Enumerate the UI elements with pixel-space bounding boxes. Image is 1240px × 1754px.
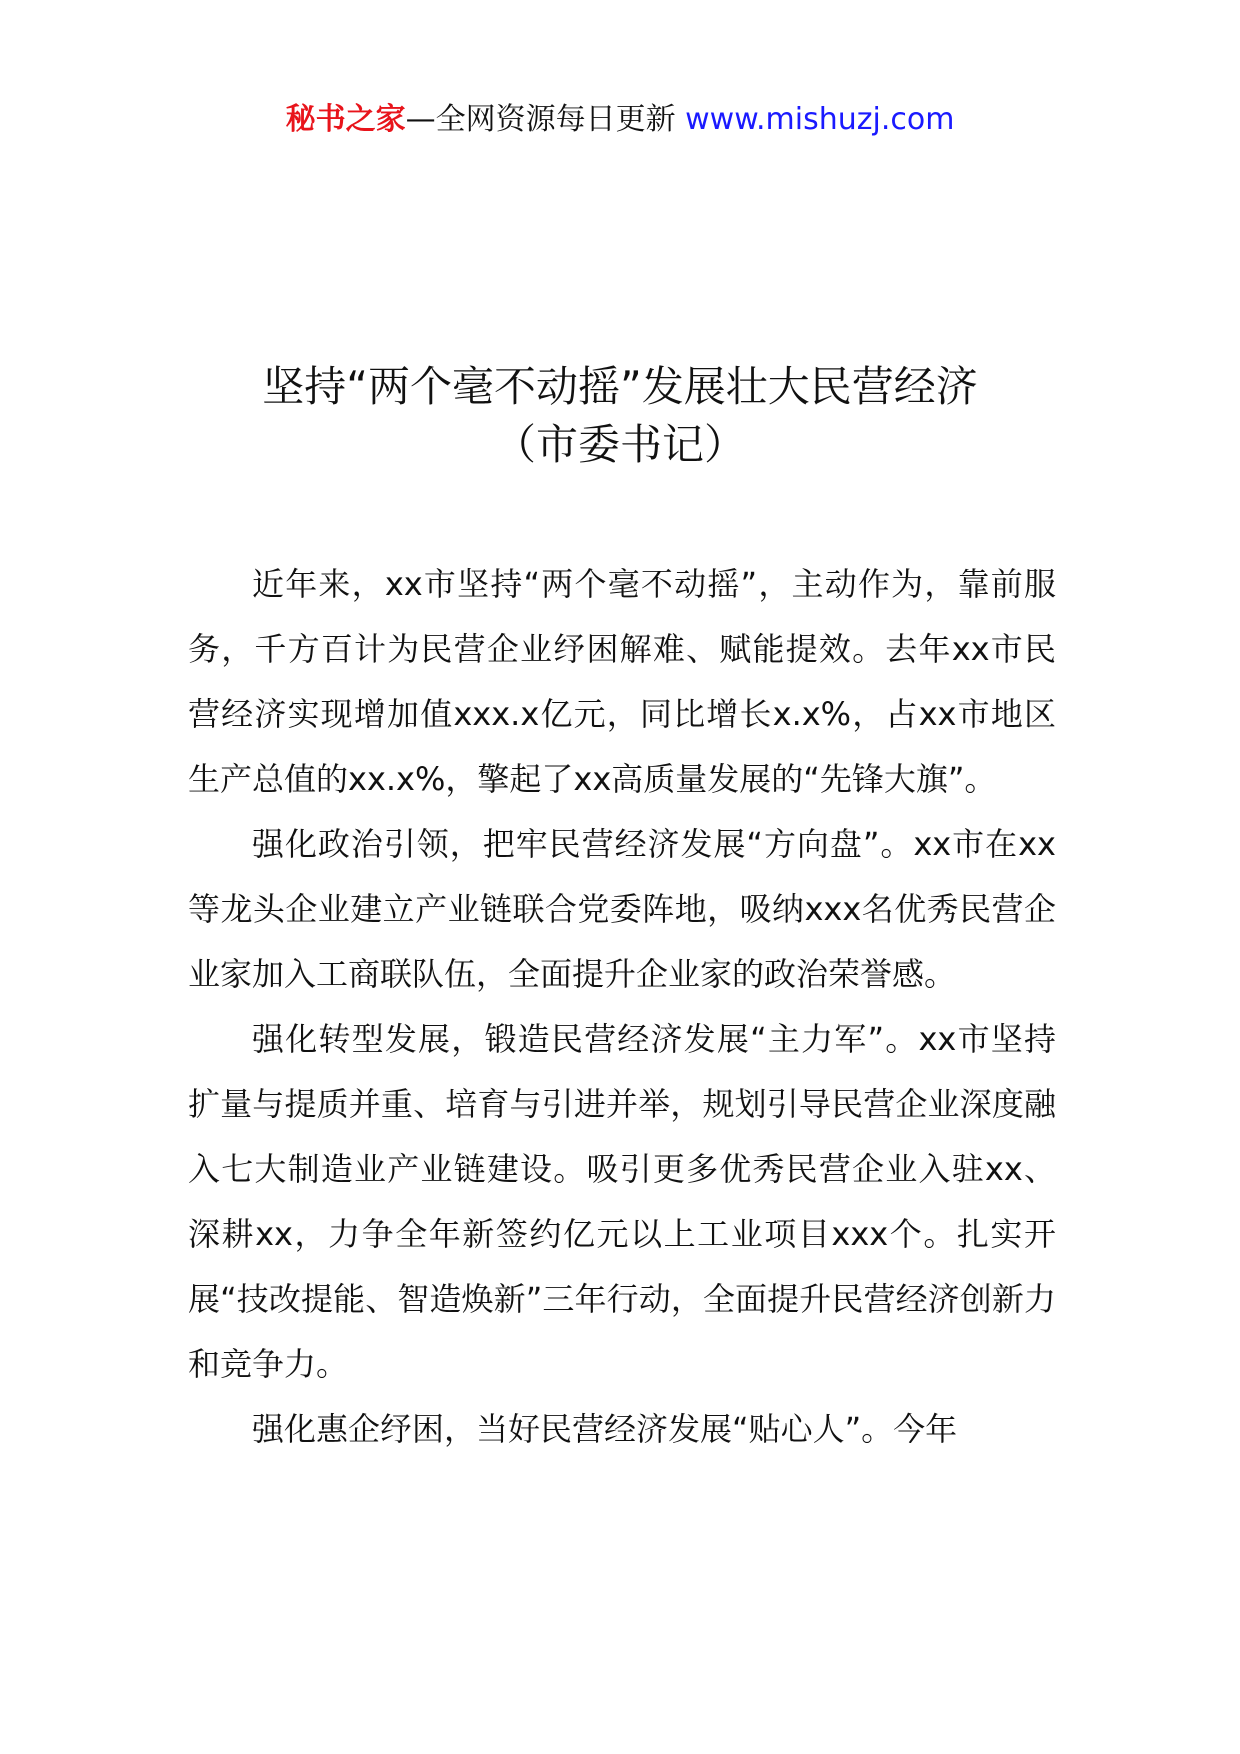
paragraph-transformation: 强化转型发展，锻造民营经济发展“主力军”。xx市坚持扩量与提质并重、培育与引进并举，规划引导民营企业深度融入七大制造业产业链建设。吸引更多优秀民营企业入驻xx、深耕xx，力争全年新签约亿元以上工业项目xxx个。扎实开展“技改提能、智造焕新”三年行动，全面提升民营经济创新力和竞争力。 xyxy=(188,1020,1056,1383)
paragraph-political-leadership: 强化政治引领，把牢民营经济发展“方向盘”。xx市在xx等龙头企业建立产业链联合党委阵地，吸纳xxx名优秀民营企业家加入工商联队伍，全面提升企业家的政治荣誉感。 xyxy=(188,825,1056,993)
paragraph-enterprise-relief: 强化惠企纾困，当好民营经济发展“贴心人”。今年 xyxy=(252,1410,958,1448)
document-body xyxy=(188,552,1056,1462)
site-url-link[interactable]: www.mishuzj.com xyxy=(685,102,955,137)
title-line-main: 坚持“两个毫不动摇”发展壮大民营经济 xyxy=(262,362,978,411)
site-header xyxy=(0,100,1240,140)
brand-name: 秘书之家 xyxy=(285,102,406,137)
paragraph-intro: 近年来，xx市坚持“两个毫不动摇”，主动作为，靠前服务，千方百计为民营企业纾困解难、赋能提效。去年xx市民营经济实现增加值xxx.x亿元，同比增长x.x%，占xx市地区生产总值的xx.x%，擎起了xx高质量发展的“先锋大旗”。 xyxy=(188,565,1056,798)
document-title xyxy=(120,358,1120,474)
header-tagline: —全网资源每日更新 xyxy=(405,102,686,137)
title-line-subtitle: （市委书记） xyxy=(493,420,746,469)
